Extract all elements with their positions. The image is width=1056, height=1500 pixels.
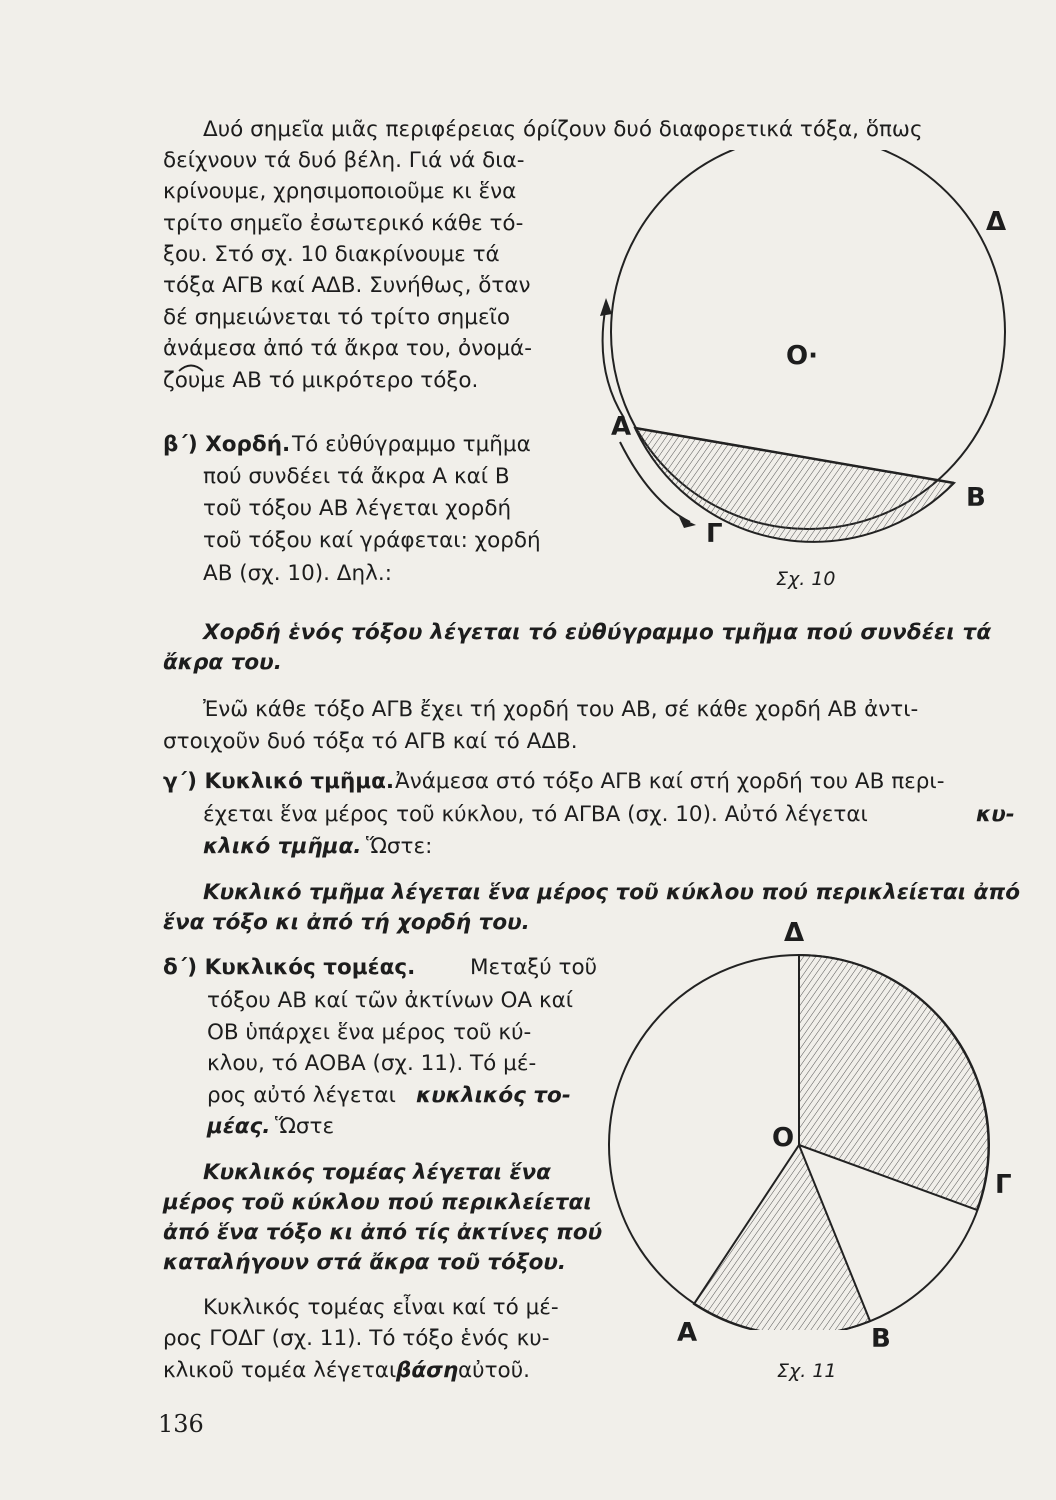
label-A: Α — [611, 412, 632, 442]
segment-heading: γ΄) Κυκλικό τμῆμα. — [163, 769, 395, 794]
label-O: Ο — [772, 1123, 795, 1153]
segment-line: Ἀνάμεσα στό τόξο ΑΓΒ καί στή χορδή του ΑΒ περι- — [395, 769, 945, 794]
sector-extra: Κυκλικός τομέας εἶναι καί τό μέ- — [203, 1295, 559, 1320]
segment-term: κλικό τμῆμα. — [203, 834, 362, 859]
figure-10-caption: Σχ. 10 — [776, 568, 836, 590]
sector-definition: καταλήγουν στά ἄκρα τοῦ τόξου. — [163, 1250, 567, 1275]
arc-symbol-icon — [177, 362, 205, 372]
figure-11-caption: Σχ. 11 — [777, 1360, 837, 1382]
sector-line: Ὥστε — [275, 1114, 335, 1139]
sector-line: ΟΒ ὑπάρχει ἕνα μέρος τοῦ κύ- — [207, 1020, 532, 1045]
label-D: Δ — [784, 918, 805, 948]
segment-definition: Κυκλικό τμῆμα λέγεται ἕνα μέρος τοῦ κύκλου πού περικλείεται ἀπό — [203, 880, 1021, 905]
label-G: Γ — [995, 1170, 1012, 1200]
chord-heading: β΄) Χορδή. — [163, 432, 291, 457]
intro-line: ζουμε ΑΒ τό μικρότερο τόξο. — [163, 368, 479, 393]
chord-line: τοῦ τόξου ΑΒ λέγεται χορδή — [203, 496, 512, 521]
label-B: Β — [871, 1324, 891, 1354]
segment-term: κυ- — [976, 802, 1015, 827]
sector-term: μέας. — [207, 1114, 271, 1139]
intro-line: Δυό σημεῖα μιᾶς περιφέρειας όρίζουν δυό διαφορετικά τόξα, ὅπως — [203, 117, 923, 142]
sector-term: κυκλικός το- — [416, 1083, 571, 1108]
intro-line: τρίτο σημεῖο ἐσωτερικό κάθε τό- — [163, 211, 524, 236]
sector-line: Μεταξύ τοῦ — [470, 955, 598, 980]
figure-11-diagram — [590, 930, 1040, 1330]
intro-line: κρίνουμε, χρησιμοποιοῦμε κι ἕνα — [163, 179, 517, 204]
label-O: Ο· — [786, 341, 818, 371]
intro-line: δείχνουν τά δυό βέλη. Γιά νά δια- — [163, 148, 525, 173]
sector-term: βάση — [396, 1358, 459, 1383]
intro-line: τόξα ΑΓΒ καί ΑΔΒ. Συνήθως, ὅταν — [163, 273, 531, 298]
sector-extra: ρος ΓΟΔΓ (σχ. 11). Τό τόξο ἑνός κυ- — [163, 1326, 550, 1351]
sector-heading: δ΄) Κυκλικός τομέας. — [163, 955, 416, 980]
label-A: Α — [677, 1318, 698, 1348]
label-G: Γ — [706, 519, 723, 549]
sector-definition: μέρος τοῦ κύκλου πού περικλείεται — [163, 1190, 592, 1215]
segment-line: Ὥστε: — [366, 834, 433, 859]
chord-line: τοῦ τόξου καί γράφεται: χορδή — [203, 528, 541, 553]
page-number: 136 — [158, 1410, 204, 1438]
arrowhead-icon — [600, 298, 612, 316]
chord-line: ΑΒ (σχ. 10). Δηλ.: — [203, 561, 392, 586]
intro-line: δέ σημειώνεται τό τρίτο σημεῖο — [163, 305, 511, 330]
chord-definition: ἄκρα του. — [163, 650, 282, 675]
label-B: Β — [966, 483, 986, 513]
chord-note: Ἐνῶ κάθε τόξο ΑΓΒ ἔχει τή χορδή του ΑΒ, σέ κάθε χορδή ΑΒ ἀντι- — [203, 697, 919, 722]
chord-line: πού συνδέει τά ἄκρα Α καί Β — [203, 464, 510, 489]
intro-line: ἀνάμεσα ἀπό τά ἄκρα του, ὀνομά- — [163, 336, 532, 361]
chord-note: στοιχοῦν δυό τόξα τό ΑΓΒ καί τό ΑΔΒ. — [163, 729, 578, 754]
sector-definition: Κυκλικός τομέας λέγεται ἕνα — [203, 1160, 551, 1185]
sector-AOB — [694, 1145, 870, 1330]
sector-GOD — [799, 955, 988, 1210]
sector-line: ρος αὐτό λέγεται — [207, 1083, 396, 1108]
sector-line: κλου, τό ΑΟΒΑ (σχ. 11). Τό μέ- — [207, 1051, 537, 1076]
arrowhead-icon — [679, 517, 696, 528]
intro-line: ξου. Στό σχ. 10 διακρίνουμε τά — [163, 242, 500, 267]
chord-definition: Χορδή ἑνός τόξου λέγεται τό εὐθύγραμμο τμῆμα πού συνδέει τά — [203, 620, 992, 645]
segment-definition: ἕνα τόξο κι ἀπό τή χορδή του. — [163, 910, 530, 935]
sector-definition: ἀπό ἕνα τόξο κι ἀπό τίς ἀκτίνες πού — [163, 1220, 603, 1245]
sector-extra: κλικοῦ τομέα λέγεται — [163, 1358, 397, 1383]
segment-line: έχεται ἕνα μέρος τοῦ κύκλου, τό ΑΓΒΑ (σχ. 10). Αὐτό λέγεται — [203, 802, 868, 827]
sector-line: τόξου ΑΒ καί τῶν ἀκτίνων ΟΑ καί — [207, 988, 574, 1013]
sector-extra: αὐτοῦ. — [458, 1358, 530, 1383]
chord-line: Τό εὐθύγραμμο τμῆμα — [292, 432, 531, 457]
label-D: Δ — [986, 207, 1007, 237]
